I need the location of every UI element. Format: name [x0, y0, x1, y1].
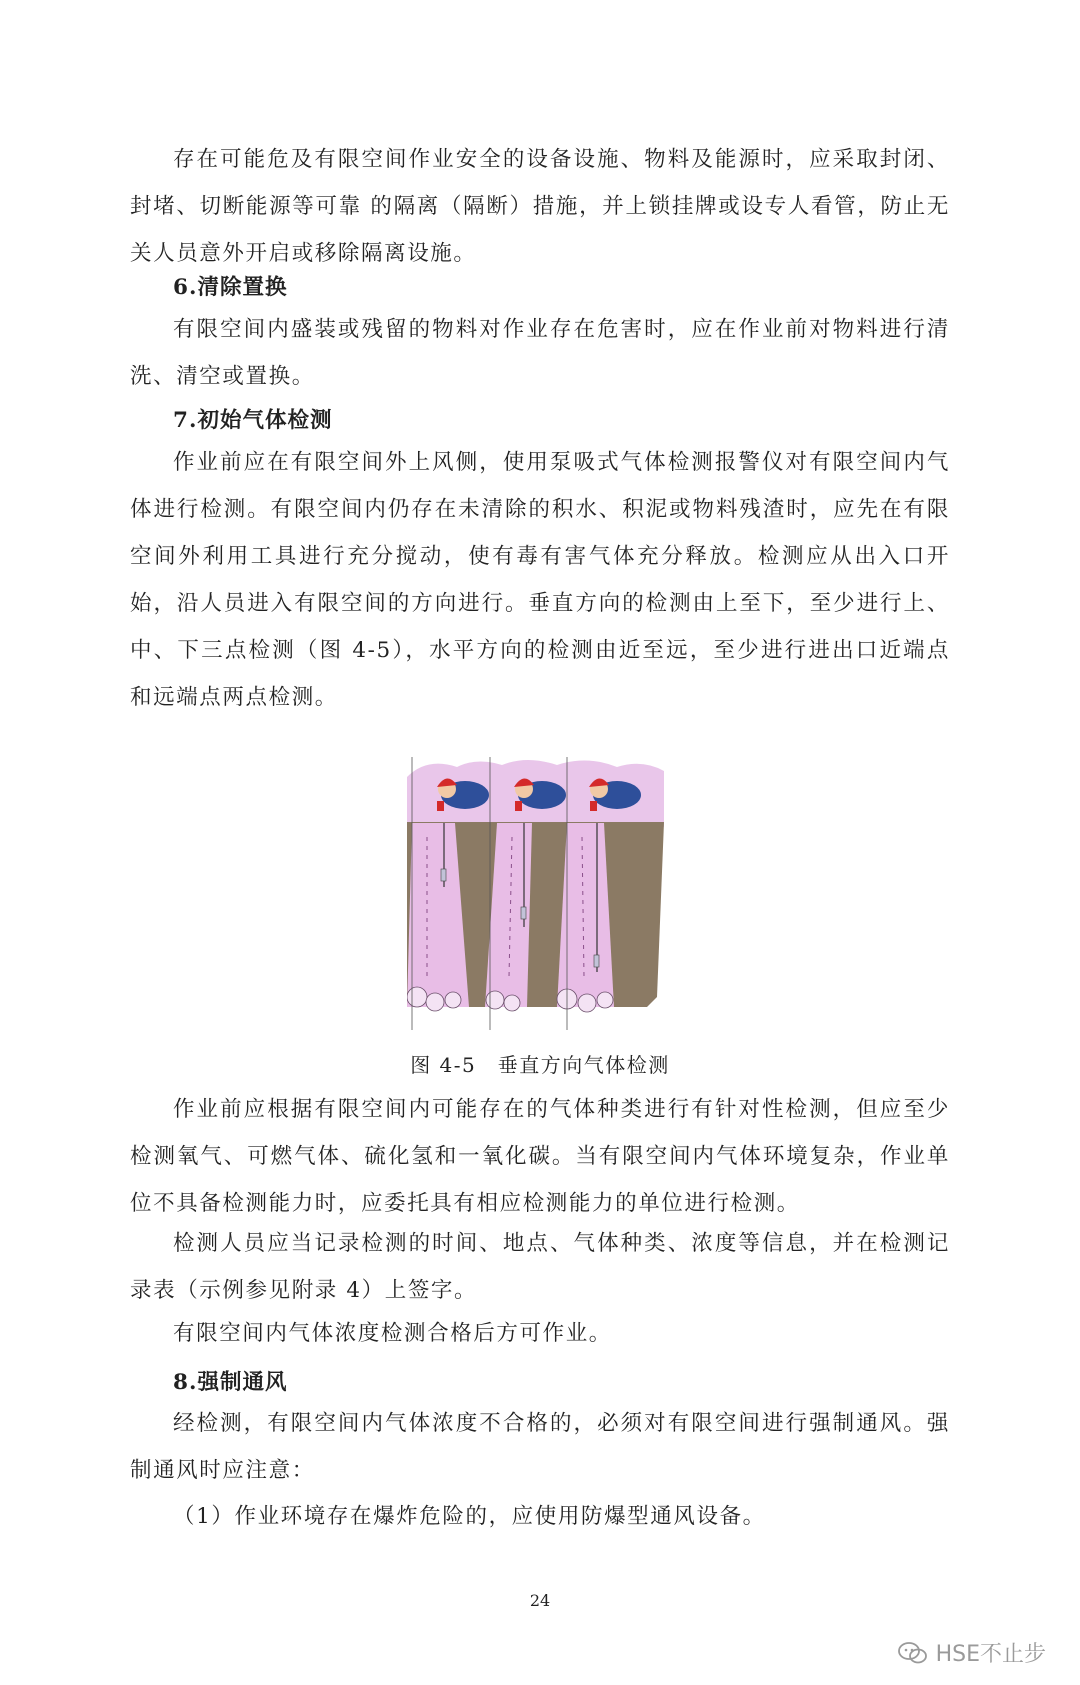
paragraph-records: 检测人员应当记录检测的时间、地点、气体种类、浓度等信息，并在检测记录表（示例参见附录 4）上签字。 [130, 1231, 950, 1303]
page-number: 24 [529, 1591, 551, 1610]
paragraph-ventilation: 经检测，有限空间内气体浓度不合格的，必须对有限空间进行强制通风。强制通风时应注意： [130, 1411, 950, 1483]
paragraph-isolation: 存在可能危及有限空间作业安全的设备设施、物料及能源时，应采取封闭、封堵、切断能源等可靠 的隔离（隔断）措施，并上锁挂牌或设专人看管，防止无关人员意外开启或移除隔离设施。 [130, 147, 950, 266]
paragraph-detection: 作业前应在有限空间外上风侧，使用泵吸式气体检测报警仪对有限空间内气体进行检测。有限空间内仍存在未清除的积水、积泥或物料残渣时，应先在有限空间外利用工具进行充分搅动，使有毒有害气体充分释放。检测应从出入口开始，沿人员进入有限空间的方向进行。垂直方向的检测由上至下，至少进行上、中、下三点检测（图 4-5），水平方向的检测由近至远，至少进行进出口近端点和远端点两点检测。 [130, 450, 950, 710]
figure-caption: 图 4-5 垂直方向气体检测 [410, 1053, 670, 1077]
watermark-text: HSE不止步 [935, 1642, 1046, 1667]
heading-6-purge: 6.清除置换 [173, 275, 288, 300]
vertical-gas-detection-illustration [407, 757, 664, 1030]
paragraph-gas-types: 作业前应根据有限空间内可能存在的气体种类进行有针对性检测，但应至少检测氧气、可燃气体、硫化氢和一氧化碳。当有限空间内气体环境复杂，作业单位不具备检测能力时，应委托具有相应检测能力的单位进行检测。 [130, 1097, 950, 1216]
heading-7-gas-detection: 7.初始气体检测 [173, 408, 333, 433]
paragraph-qualified: 有限空间内气体浓度检测合格后方可作业。 [173, 1321, 612, 1346]
heading-8-ventilation: 8.强制通风 [173, 1370, 288, 1395]
paragraph-purge: 有限空间内盛装或残留的物料对作业存在危害时，应在作业前对物料进行清洗、清空或置换。 [130, 317, 950, 389]
shaft-3 [557, 823, 614, 1007]
paragraph-explosion-proof: （1）作业环境存在爆炸危险的，应使用防爆型通风设备。 [173, 1504, 766, 1529]
watermark [898, 1637, 1046, 1668]
wechat-icon [898, 1641, 928, 1665]
